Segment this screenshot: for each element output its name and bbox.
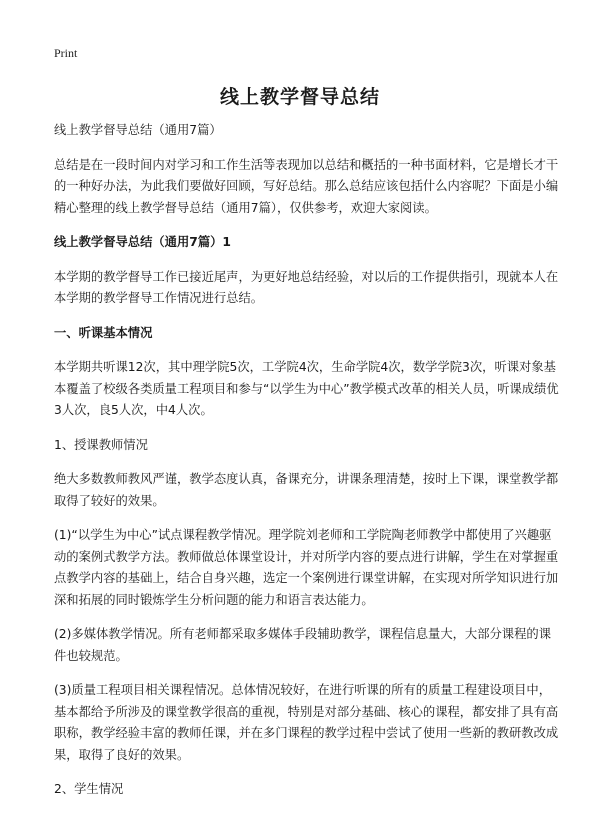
paragraph: (1)“以学生为中心”试点课程教学情况。理学院刘老师和工学院陶老师教学中都使用了兴趣驱动的案例式教学方法。教师做总体课堂设计，并对所学内容的要点进行讲解，学生在对掌握重点教学内容的基础上，结合自身兴趣，选定一个案例进行课堂讲解，在实现对所学知识进行加深和拓展的同时锻炼学生分析问题的能力和语言表达能力。 (54, 528, 559, 607)
paragraph: 线上教学督导总结（通用7篇） (54, 123, 222, 137)
section-heading: 线上教学督导总结（通用7篇）1 (54, 235, 231, 249)
paragraph: (2)多媒体教学情况。所有老师都采取多媒体手段辅助教学，课程信息量大，大部分课程的课件也较规范。 (54, 627, 551, 663)
paragraph: 总结是在一段时间内对学习和工作生活等表现加以总结和概括的一种书面材料，它是增长才干的一种好办法，为此我们要做好回顾，写好总结。那么总结应该包括什么内容呢？下面是小编精心整理的线上教学督导总结（通用7篇），仅供参考，欢迎大家阅读。 (54, 157, 559, 215)
paragraph: 2、学生情况 (54, 782, 124, 796)
paragraph: 本学期的教学督导工作已接近尾声，为更好地总结经验，对以后的工作提供指引，现就本人在本学期的教学督导工作情况进行总结。 (54, 269, 559, 305)
paragraph: 绝大多数教师教风严谨，教学态度认真，备课充分，讲课条理清楚，按时上下课，课堂教学都取得了较好的效果。 (54, 472, 559, 508)
paragraph: (3)质量工程项目相关课程情况。总体情况较好，在进行听课的所有的质量工程建设项目中，基本都给予所涉及的课堂教学很高的重视，特别是对部分基础、核心的课程，都安排了具有高职称，教学经验丰富的教师任课，并在多门课程的教学过程中尝试了使用一些新的教研教改成果，取得了良好的效果。 (54, 683, 559, 762)
paragraph: 本学期共听课12次，其中理学院5次，工学院4次，生命学院4次，数学学院3次，听课对象基本覆盖了校级各类质量工程项目和参与“以学生为中心”教学模式改革的相关人员，听课成绩优3人次，良5人次，中4人次。 (54, 360, 559, 417)
document-body (54, 120, 562, 814)
page-title: 线上教学督导总结 (219, 86, 380, 108)
section-heading: 一、听课基本情况 (54, 325, 153, 340)
print-link[interactable]: Print (54, 46, 78, 60)
paragraph: 1、授课教师情况 (54, 437, 148, 452)
